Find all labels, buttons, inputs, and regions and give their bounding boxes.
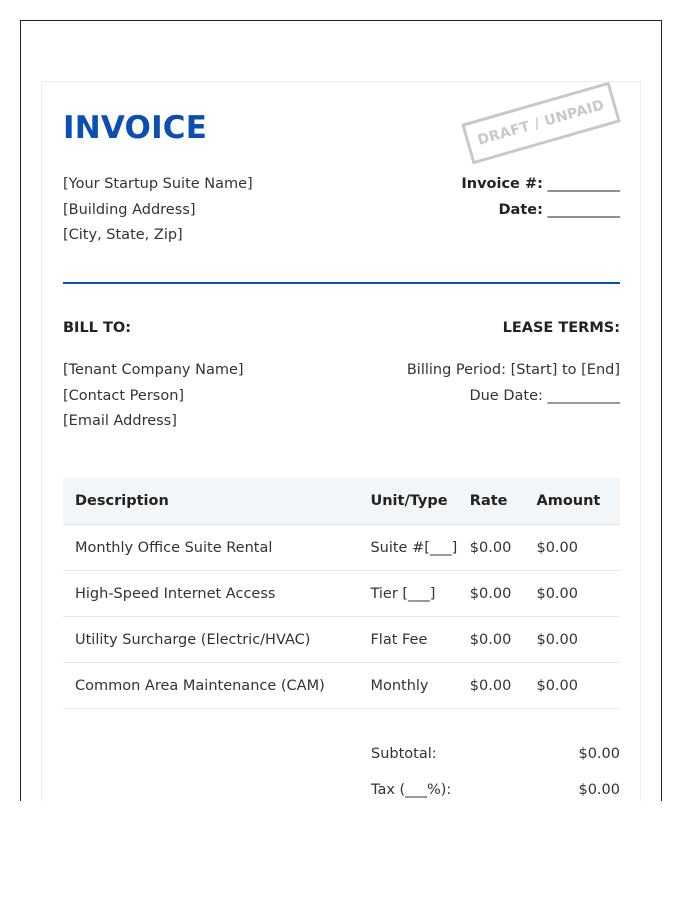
table-row [63,617,620,663]
invoice-meta [461,172,620,223]
document-frame [20,20,662,801]
lease-terms [407,358,620,409]
tax-value: $0.00 [578,782,620,798]
draft-unpaid-stamp [461,82,621,165]
table-header-row [63,478,620,525]
subtotal-label: Subtotal: [371,746,437,762]
line-items-table [63,478,620,709]
header-unit-type: Unit/Type [358,478,469,525]
invoice-date-row [461,198,620,224]
table-row [63,525,620,571]
subtotal-row [371,736,620,772]
invoice-number-label: Invoice #: [461,176,543,192]
cell-rate: $0.00 [470,571,537,617]
header-rate: Rate [470,478,537,525]
subtotal-value: $0.00 [578,746,620,762]
cell-unit-type: Monthly [358,663,469,709]
sender-address [63,172,253,249]
invoice-date-label: Date: [498,201,543,218]
invoice-number-value: __________ [547,176,620,192]
invoice-content [63,82,620,801]
bill-to-address [63,358,244,435]
stamp-text: DRAFT / UNPAID [475,97,607,149]
cell-amount: $0.00 [536,663,620,709]
sender-city: [City, State, Zip] [63,227,183,243]
billing-period: Billing Period: [Start] to [End] [406,362,620,378]
table-row [63,663,620,709]
due-date: Due Date: __________ [469,387,620,404]
cell-unit-type: Tier [___] [358,571,469,617]
table-row [63,571,620,617]
invoice-sheet [41,81,641,801]
cell-amount: $0.00 [536,525,620,571]
tax-label: Tax (___%): [371,782,452,798]
header-divider [63,282,620,284]
cell-amount: $0.00 [536,571,620,617]
sender-name: [Your Startup Suite Name] [63,176,253,192]
totals-block [371,736,620,801]
header-description: Description [63,478,358,525]
cell-description: Utility Surcharge (Electric/HVAC) [63,617,358,663]
email-address: [Email Address] [63,413,177,429]
invoice-date-value: __________ [547,201,620,218]
tenant-company: [Tenant Company Name] [63,362,244,378]
header-amount: Amount [536,478,620,525]
contact-person: [Contact Person] [63,387,185,404]
sender-street: [Building Address] [63,201,196,218]
cell-description: Monthly Office Suite Rental [63,525,358,571]
cell-rate: $0.00 [470,525,537,571]
invoice-title: INVOICE [63,110,208,146]
bill-to-heading: BILL TO: [63,320,131,336]
cell-rate: $0.00 [470,617,537,663]
tax-row [371,772,620,801]
lease-terms-heading: LEASE TERMS: [502,320,620,336]
cell-description: Common Area Maintenance (CAM) [63,663,358,709]
cell-amount: $0.00 [536,617,620,663]
invoice-number-row [461,172,620,198]
cell-description: High-Speed Internet Access [63,571,358,617]
cell-unit-type: Flat Fee [358,617,469,663]
cell-unit-type: Suite #[___] [358,525,469,571]
cell-rate: $0.00 [470,663,537,709]
